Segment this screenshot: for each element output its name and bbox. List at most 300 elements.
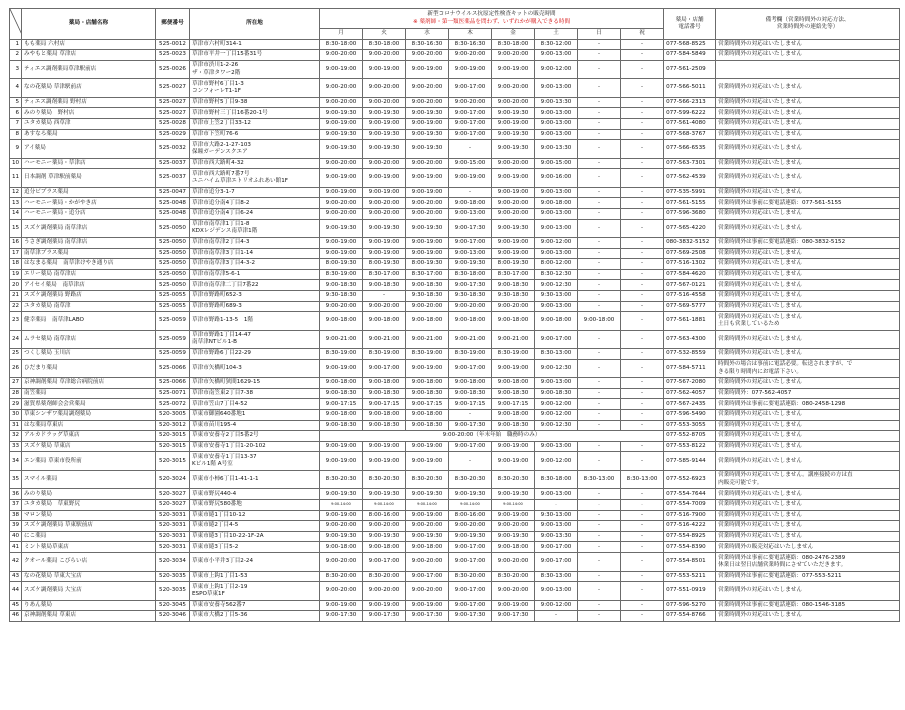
remarks-line: 営業時間外の対応はいたしません [718, 188, 802, 195]
row-number: 34 [10, 452, 22, 471]
pharmacy-name: クオール薬局 こびらい店 [22, 553, 156, 572]
hours-sun: - [578, 238, 621, 249]
hours-thu: 9:00-18:30 [449, 388, 492, 399]
table-row [10, 97, 900, 108]
hours-fri: 9:00-19:30 [492, 129, 535, 140]
hours-sat: 9:30-13:00 [535, 291, 578, 302]
address [190, 39, 320, 50]
postal-code: 520-3005 [156, 410, 190, 421]
hours-fri: 8:00-19:30 [492, 259, 535, 270]
hours-sat: 9:00-13:00 [535, 79, 578, 98]
address-line: 草東市安養寺2丁目5番2号 [192, 432, 259, 439]
table-row [10, 60, 900, 79]
hours-mon: 9:00-21:00 [320, 330, 363, 349]
hours-thu: 9:00-15:00 [449, 158, 492, 169]
postal-code: 525-0050 [156, 269, 190, 280]
hours-fri: 8:30-18:00 [492, 39, 535, 50]
row-number: 19 [10, 269, 22, 280]
remarks [716, 118, 900, 129]
address-line: 草津市大路2-1-27-103 [192, 141, 251, 148]
hours-sat: 9:00-12:30 [535, 359, 578, 378]
phone-number: 077-516-4222 [664, 521, 716, 532]
hours-fri: 9:00-20:00 [492, 521, 535, 532]
hours-thu: - [449, 410, 492, 421]
table-row [10, 269, 900, 280]
day-header-wed: 水 [406, 29, 449, 40]
hours-sun: - [578, 500, 621, 511]
hours-holiday: - [621, 582, 664, 601]
hours-mon: 9:00-18:30 [320, 388, 363, 399]
hours-thu: 9:00-17:00 [449, 129, 492, 140]
pharmacy-name: マロン薬局 [22, 510, 156, 521]
remarks-line: 休業日は翌日店舗営業時間にさせていただきます。 [718, 561, 847, 568]
postal-code: 525-0037 [156, 158, 190, 169]
hours-holiday: - [621, 79, 664, 98]
hours-sat: 9:00-18:00 [535, 312, 578, 331]
hours-tue: 9:00-18:30 [363, 388, 406, 399]
remarks-line: 土日も営業しているため [718, 320, 780, 327]
postal-code: 520-3031 [156, 542, 190, 553]
remarks-line: 営業時間外は事前に要電話連絡：080-2476-2389 [718, 554, 846, 561]
hours-fri: 9:00-19:00 [492, 187, 535, 198]
hours-sun: - [578, 219, 621, 238]
pharmacy-name: もも薬局 六村店 [22, 39, 156, 50]
table-row [10, 470, 900, 489]
hours-mon: 9:00-19:30 [320, 531, 363, 542]
remarks [716, 208, 900, 219]
hours-thu: 9:00-17:00 [449, 359, 492, 378]
row-number: 44 [10, 582, 22, 601]
hours-holiday: 8:30-13:00 [621, 470, 664, 489]
hours-tue: 9:00-19:00 [363, 60, 406, 79]
address-line: 草東市小平井3丁目2-24 [192, 558, 254, 565]
hours-sat: 9:00-18:30 [535, 388, 578, 399]
row-number: 35 [10, 470, 22, 489]
address-line: 草津市野路1丁目14-47 [192, 332, 251, 339]
remarks [716, 441, 900, 452]
hours-holiday: - [621, 118, 664, 129]
hours-sun: - [578, 291, 621, 302]
phone-number: 077-596-5270 [664, 600, 716, 611]
hours-fri: 9:00-20:00 [492, 582, 535, 601]
address-line: 草東市野尻440-4 [192, 490, 237, 497]
table-row [10, 169, 900, 188]
row-number: 25 [10, 349, 22, 360]
table-row [10, 248, 900, 259]
remarks-line: 営業時間外の対応はいたしません [718, 501, 802, 508]
phone-number: 077-561-1881 [664, 312, 716, 331]
hours-wed: 9:00-17:30 [406, 611, 449, 622]
row-number: 36 [10, 489, 22, 500]
hours-holiday: - [621, 219, 664, 238]
hours-fri: 9:00-19:00 [492, 118, 535, 129]
hours-sat: 9:00-18:00 [535, 198, 578, 209]
remarks [716, 330, 900, 349]
row-number: 38 [10, 510, 22, 521]
row-number: 2 [10, 50, 22, 61]
remarks-line: 営業時間外は事前に要電話連絡：080-2458-1298 [718, 400, 846, 407]
hours-tue: 8:30-20:30 [363, 470, 406, 489]
hours-sun: 8:30-13:00 [578, 470, 621, 489]
hours-tue: 9:00-20:00 [363, 198, 406, 209]
phone-number: 077-561-4080 [664, 118, 716, 129]
hours-tue: 9:00-19:30 [363, 129, 406, 140]
remarks-line: 営業時間外の対応はいたしません [718, 98, 802, 105]
address-line: 草津市南草津5-6-1 [192, 271, 241, 277]
hours-fri: 9:00-19:00 [492, 510, 535, 521]
hours-wed: 9:00-19:30 [406, 108, 449, 119]
hours-mon: 9:00-19:30 [320, 219, 363, 238]
hours-sun: - [578, 50, 621, 61]
hours-mon: 9:00-17:15 [320, 399, 363, 410]
hours-sat: 8:00-12:00 [535, 259, 578, 270]
hours-thu: 9:00-17:30 [449, 280, 492, 291]
remarks [716, 291, 900, 302]
address-line: 草津市西大路町4-32 [192, 159, 244, 166]
hours-tue: 9:00-19:30 [363, 140, 406, 159]
phone-number: 077-568-3767 [664, 129, 716, 140]
hours-tue: 9:00-18:00 [363, 410, 406, 421]
hours-sat: 9:00-12:00 [535, 452, 578, 471]
address-line: 草津市追分南4丁目8-2 [192, 199, 250, 206]
hours-sun: - [578, 510, 621, 521]
remarks [716, 280, 900, 291]
hours-tue: 9:00-19:30 [363, 108, 406, 119]
table-row [10, 330, 900, 349]
address [190, 97, 320, 108]
address-line: 草東市上鈎1丁目1-53 [192, 572, 248, 579]
hours-tue: 9:00-19:00 [363, 187, 406, 198]
hours-tue: 9:00-21:00 [363, 330, 406, 349]
pharmacy-name: ティエス調剤薬局草津駅前店 [22, 60, 156, 79]
remarks-line: 営業時間外の対応はいたしません [718, 335, 802, 342]
hours-sun: - [578, 248, 621, 259]
hours-thu: 9:00-18:00 [449, 312, 492, 331]
hours-mon: 8:30-20:30 [320, 470, 363, 489]
remarks [716, 219, 900, 238]
hours-mon: 8:30-19:00 [320, 349, 363, 360]
pharmacy-name: 南笠薬局 [22, 388, 156, 399]
hours-tue: 8:30-20:00 [363, 571, 406, 582]
phone-number: 077-516-7900 [664, 510, 716, 521]
hours-fri: 8:30-20:00 [492, 571, 535, 582]
table-row [10, 291, 900, 302]
remarks-line: 営業時間外の対応はいたしません [718, 120, 802, 127]
hours-sat: 9:00-12:00 [535, 410, 578, 421]
hours-sun: - [578, 611, 621, 622]
pharmacy-name: アイ薬局 [22, 140, 156, 159]
remarks-line: 営業時間外の対応はいたしません [718, 612, 802, 619]
table-row [10, 140, 900, 159]
hours-fri: 9:00-18:30 [492, 388, 535, 399]
postal-code: 525-0059 [156, 312, 190, 331]
postal-code: 525-0012 [156, 39, 190, 50]
hours-sat: 9:00-12:00 [535, 60, 578, 79]
hours-fri: 9:00-18:00 [492, 378, 535, 389]
hours-holiday: - [621, 280, 664, 291]
hours-thu: 9:00-17:00 [449, 108, 492, 119]
address [190, 470, 320, 489]
hours-sat: 9:00-13:00 [535, 187, 578, 198]
row-number: 12 [10, 187, 22, 198]
address [190, 410, 320, 421]
address [190, 129, 320, 140]
postal-code: 520-3015 [156, 441, 190, 452]
hours-sat: 9:00-13:00 [535, 129, 578, 140]
row-number: 46 [10, 611, 22, 622]
phone-number: 077-554-8925 [664, 531, 716, 542]
hours-mon: 9:00-18:00 [320, 542, 363, 553]
hours-thu: - [449, 452, 492, 471]
remarks-line: 営業時間外の対応はいたしません [718, 292, 802, 299]
hours-sat: 9:00-13:30 [535, 531, 578, 542]
hours-holiday: - [621, 140, 664, 159]
table-row [10, 521, 900, 532]
hours-tue: 9:00-19:30 [363, 531, 406, 542]
table-row [10, 198, 900, 209]
hours-mon: 9:00-20:00 [320, 79, 363, 98]
phone-number: 077-584-4620 [664, 269, 716, 280]
hours-sun: - [578, 129, 621, 140]
phone-number: 077-567-2435 [664, 399, 716, 410]
day-header-mon: 月 [320, 29, 363, 40]
address-line: 草津市六村町314-1 [192, 40, 242, 47]
row-number: 26 [10, 359, 22, 378]
hours-fri: 9:00-19:30 [492, 531, 535, 542]
hours-sat: 9:00-13:00 [535, 521, 578, 532]
address [190, 79, 320, 98]
remarks [716, 399, 900, 410]
hours-wed: 9:00-20:00 [406, 521, 449, 532]
address-line: 草東市綣2丁目4-5 [192, 522, 239, 529]
hours-fri: 9:00-19:30 [492, 489, 535, 500]
hours-sun: - [578, 420, 621, 431]
phone-number: 077-585-9144 [664, 452, 716, 471]
hours-wed: 9:00-20:00 [406, 553, 449, 572]
hours-thu: 8:30-18:00 [449, 269, 492, 280]
hours-thu: - [449, 187, 492, 198]
remarks-line: きる限り時間内にお電話下さい。 [718, 368, 802, 375]
hours-wed: 9:00-14:00 [406, 500, 449, 511]
hours-sun: - [578, 259, 621, 270]
hours-holiday: - [621, 399, 664, 410]
hours-fri: 9:00-18:30 [492, 280, 535, 291]
pharmacy-name: はな薬局草東店 [22, 420, 156, 431]
row-number: 27 [10, 378, 22, 389]
phone-number: 077-568-8525 [664, 39, 716, 50]
hours-thu: 9:00-17:00 [449, 582, 492, 601]
hours-sat: 8:30-13:00 [535, 349, 578, 360]
hours-thu: 9:00-19:30 [449, 489, 492, 500]
phone-number: 077-584-5849 [664, 50, 716, 61]
hours-holiday: - [621, 388, 664, 399]
hours-wed: 9:00-20:00 [406, 582, 449, 601]
pharmacy-hours-table [9, 8, 900, 622]
address-line: 草津市野路町652-3 [192, 292, 242, 299]
hours-wed: 9:00-20:00 [406, 158, 449, 169]
phone-number: 077-554-7644 [664, 489, 716, 500]
phone-number: 077-565-4220 [664, 219, 716, 238]
phone-number: 077-566-5011 [664, 79, 716, 98]
hours-sun: - [578, 330, 621, 349]
hours-mon: 9:00-20:00 [320, 50, 363, 61]
remarks-line: 営業時間外の販売対応はいたしません [718, 543, 814, 550]
remarks-line: 営業時間外の対応はいたしません [718, 249, 802, 256]
remarks [716, 259, 900, 270]
pharmacy-name: つくし薬局 玉川店 [22, 349, 156, 360]
phone-number: 077-553-8122 [664, 441, 716, 452]
address-line: 草東市綣1丁目10-12 [192, 511, 246, 518]
postal-code: 520-3035 [156, 571, 190, 582]
hours-thu: - [449, 140, 492, 159]
address [190, 259, 320, 270]
hours-mon: 9:00-20:00 [320, 301, 363, 312]
hours-mon: 9:00-19:00 [320, 238, 363, 249]
remarks-line: 営業時間外は事前に要電話連絡：080-3832-5152 [718, 239, 846, 246]
hours-sun: - [578, 553, 621, 572]
hours-wed: 8:30-20:30 [406, 470, 449, 489]
pharmacy-name: 草東シンザワ薬局調剤薬局 [22, 410, 156, 421]
pharmacy-name: 日本調剤 草津駅前薬局 [22, 169, 156, 188]
hours-thu: 9:00-17:15 [449, 399, 492, 410]
address [190, 542, 320, 553]
pharmacy-table-sheet [9, 8, 899, 622]
hours-holiday: - [621, 452, 664, 471]
hours-holiday: - [621, 420, 664, 431]
address-line: 草津市野村三丁目16番20-1号 [192, 109, 268, 116]
hours-mon: 9:00-17:30 [320, 611, 363, 622]
hours-wed: 9:00-19:00 [406, 600, 449, 611]
hours-fri: 9:00-14:00 [492, 500, 535, 511]
remarks-line: 営業時間外の対応はいたしません [718, 587, 802, 594]
address-line: 草津市野村5丁目9-38 [192, 98, 248, 105]
hours-mon: 9:00-19:30 [320, 129, 363, 140]
address-line: 草津市南草津3丁目1-14 [192, 249, 254, 256]
pharmacy-name: はなまる薬局 南草津けやき通り店 [22, 259, 156, 270]
remarks [716, 542, 900, 553]
row-number: 10 [10, 158, 22, 169]
hours-fri: 9:00-19:00 [492, 600, 535, 611]
table-row [10, 79, 900, 98]
hours-tue: 9:00-17:00 [363, 553, 406, 572]
hours-sun: - [578, 140, 621, 159]
pharmacy-name: にこ薬局 [22, 531, 156, 542]
phone-number: 077-553-5211 [664, 571, 716, 582]
row-number: 33 [10, 441, 22, 452]
hours-thu: 9:00-19:00 [449, 60, 492, 79]
postal-code: 525-0050 [156, 280, 190, 291]
hours-holiday: - [621, 489, 664, 500]
hours-tue: 9:00-19:30 [363, 489, 406, 500]
hours-mon: 9:00-18:00 [320, 410, 363, 421]
pharmacy-name: ユタカ薬局 西草津 [22, 118, 156, 129]
hours-mon: 9:00-19:00 [320, 359, 363, 378]
remarks-line: 営業時間外の対応はいたしません [718, 432, 802, 439]
postal-code: 520-3031 [156, 521, 190, 532]
row-number: 28 [10, 388, 22, 399]
address-line: 南草津NTビル1-B [192, 339, 237, 346]
address [190, 521, 320, 532]
address-line: 草津市笠山7丁目4-52 [192, 400, 248, 407]
table-row [10, 187, 900, 198]
hours-tue: 9:00-19:00 [363, 600, 406, 611]
hours-sat: 8:30-13:00 [535, 571, 578, 582]
hours-wed: 9:00-17:15 [406, 399, 449, 410]
remarks [716, 60, 900, 79]
address [190, 280, 320, 291]
remarks-line: 営業時間外の対応はいたしません [718, 490, 802, 497]
hours-sat: 9:00-15:00 [535, 158, 578, 169]
row-number: 32 [10, 431, 22, 442]
address-line: Kビル1階 A号室 [192, 461, 233, 468]
phone-number: 077-552-6923 [664, 470, 716, 489]
hours-holiday: - [621, 269, 664, 280]
hours-wed: 9:00-17:00 [406, 571, 449, 582]
address-line: 草津市矢橋町狭間1629-15 [192, 379, 261, 386]
hours-mon: 9:00-18:00 [320, 378, 363, 389]
hours-tue: 9:00-19:30 [363, 219, 406, 238]
table-row [10, 388, 900, 399]
address-line: 草東市御園640番地1 [192, 411, 246, 418]
pharmacy-name: ハーモニー薬局・追分店 [22, 208, 156, 219]
address-line: 草東市小柿6丁目1-41-1-1 [192, 476, 259, 483]
hours-sat: 8:30-12:00 [535, 39, 578, 50]
pharmacy-name: スズケ調剤薬局 野路店 [22, 291, 156, 302]
address-line: 草東市苗川195-4 [192, 421, 237, 428]
hours-mon: 9:00-19:00 [320, 600, 363, 611]
hours-mon: 9:00-20:00 [320, 208, 363, 219]
hours-holiday: - [621, 378, 664, 389]
hours-tue: 9:00-19:00 [363, 169, 406, 188]
remarks [716, 301, 900, 312]
address-line: 草津市平井一丁目15番31号 [192, 51, 263, 58]
hours-fri: 9:00-19:00 [492, 441, 535, 452]
phone-number: 077-551-0919 [664, 582, 716, 601]
phone-header-line2: 電話番号 [678, 23, 701, 30]
phone-number: 077-584-5711 [664, 359, 716, 378]
remarks [716, 238, 900, 249]
address-line: 草東市大橋2丁目5-36 [192, 612, 248, 619]
phone-number: 077-552-8705 [664, 431, 716, 442]
hours-wed: 9:00-19:30 [406, 489, 449, 500]
address [190, 600, 320, 611]
hours-thu: 9:00-17:30 [449, 420, 492, 431]
hours-mon: 9:00-20:00 [320, 158, 363, 169]
hours-tue: 9:00-17:15 [363, 399, 406, 410]
hours-sat: 9:00-13:00 [535, 108, 578, 119]
hours-wed: 9:00-19:30 [406, 140, 449, 159]
hours-holiday: - [621, 349, 664, 360]
table-row [10, 441, 900, 452]
hours-holiday: - [621, 50, 664, 61]
day-header-tue: 火 [363, 29, 406, 40]
phone-number: 077-563-4300 [664, 330, 716, 349]
hours-mon: 9:00-19:30 [320, 489, 363, 500]
address [190, 452, 320, 471]
hours-wed: 9:00-19:30 [406, 219, 449, 238]
postal-code: 525-0050 [156, 259, 190, 270]
hours-tue: 9:00-18:30 [363, 420, 406, 431]
table-row [10, 542, 900, 553]
table-row [10, 399, 900, 410]
hours-wed: 9:00-19:00 [406, 441, 449, 452]
pharmacy-name: ムラセ薬局 南草津店 [22, 330, 156, 349]
remarks [716, 50, 900, 61]
hours-fri: 9:00-18:00 [492, 542, 535, 553]
hours-tue: 9:00-19:00 [363, 452, 406, 471]
hours-mon: 9:00-19:30 [320, 140, 363, 159]
hours-holiday: - [621, 108, 664, 119]
